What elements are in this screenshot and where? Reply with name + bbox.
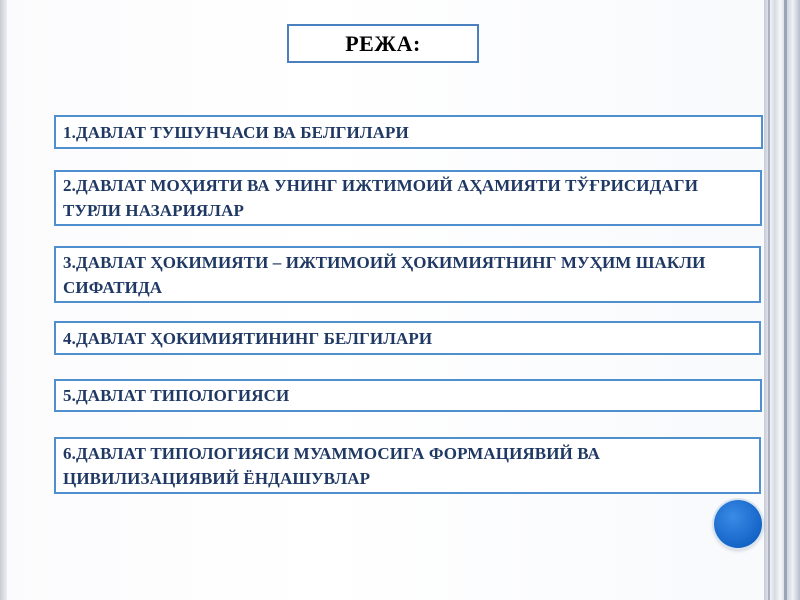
slide-title: РЕЖА: (345, 30, 421, 56)
plan-item-text: 2.ДАВЛАТ МОҲИЯТИ ВА УНИНГ ИЖТИМОИЙ АҲАМИЯТИ ТЎҒРИСИДАГИ ТУРЛИ НАЗАРИЯЛАР (63, 176, 699, 220)
plan-item-4 (54, 321, 761, 355)
plan-item-text: 1.ДАВЛАТ ТУШУНЧАСИ ВА БЕЛГИЛАРИ (63, 122, 409, 142)
plan-item-text: 5.ДАВЛАТ ТИПОЛОГИЯСИ (63, 386, 290, 405)
plan-item-3 (54, 246, 761, 303)
plan-item-1 (54, 115, 763, 149)
plan-item-text: 3.ДАВЛАТ ҲОКИМИЯТИ – ИЖТИМОИЙ ҲОКИМИЯТНИНГ МУҲИМ ШАКЛИ СИФАТИДА (63, 252, 706, 297)
plan-item-6 (54, 437, 761, 494)
slide-title-box (287, 24, 479, 63)
right-border-decoration (764, 0, 800, 600)
plan-item-text: 4.ДАВЛАТ ҲОКИМИЯТИНИНГ БЕЛГИЛАРИ (63, 328, 433, 348)
left-border-decoration (0, 0, 7, 600)
plan-item-2 (54, 170, 762, 226)
decorative-circle (714, 500, 762, 548)
plan-item-5 (54, 379, 762, 412)
plan-item-text: 6.ДАВЛАТ ТИПОЛОГИЯСИ МУАММОСИГА ФОРМАЦИЯВИЙ ВА ЦИВИЛИЗАЦИЯВИЙ ЁНДАШУВЛАР (63, 443, 600, 488)
